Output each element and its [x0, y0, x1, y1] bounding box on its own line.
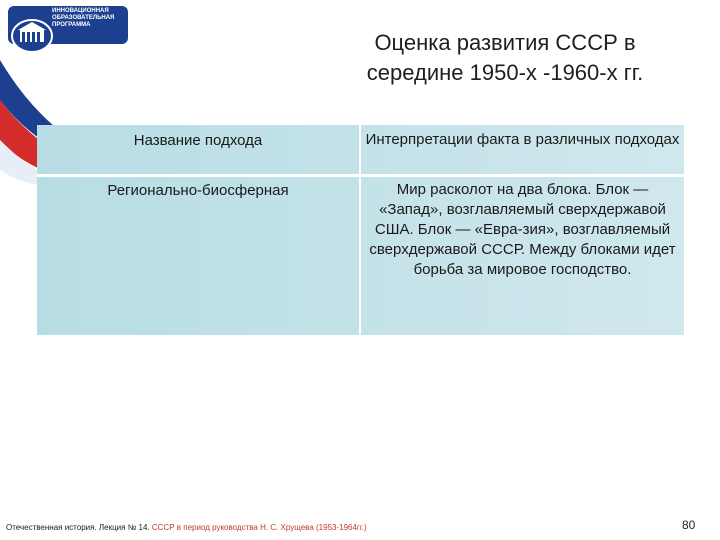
row-divider	[37, 174, 684, 177]
header-interpretation: Интерпретации факта в различных подходах	[365, 131, 680, 148]
column-divider	[359, 125, 361, 335]
header-approach: Название подхода	[133, 132, 263, 149]
cell-approach: Регионально-биосферная	[107, 182, 289, 199]
cell-interpretation: Мир расколот на два блока. Блок — «Запад», возглавляемый сверхдержавой США. Блок — «Евра-зия», возглавляемый сверхдержавой СССР. Между блоками идет борьба за мировое господство.	[369, 181, 676, 278]
comparison-table	[37, 125, 684, 335]
slide-title: Оценка развития СССР в середине 1950-х -1960-х гг.	[366, 30, 644, 85]
logo-line: ИННОВАЦИОННАЯ	[52, 8, 109, 14]
logo-line: ОБРАЗОВАТЕЛЬНАЯ	[52, 15, 115, 21]
logo-text	[52, 8, 132, 29]
footer-topic: СССР в период руководства Н. С. Хрущева (1953-1964гг.)	[151, 523, 367, 532]
page-number: 80	[682, 518, 696, 532]
footer	[6, 523, 367, 532]
footer-course: Отечественная история. Лекция № 14.	[6, 523, 150, 532]
logo-line: ПРОГРАММА	[52, 22, 91, 28]
